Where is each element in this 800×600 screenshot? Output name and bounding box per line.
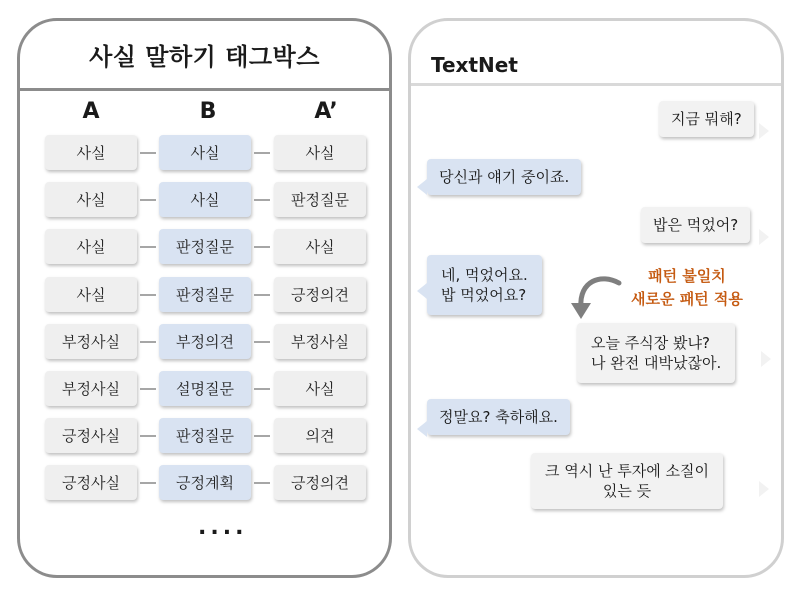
chat-message [641,207,750,243]
column-header-a: A [82,99,100,124]
app-name: TextNet [431,53,518,77]
message-line: 있는 듯 [602,482,652,500]
column-header-a-prime: A’ [314,99,338,124]
connector-line [140,294,156,296]
connector-line [254,388,270,390]
tagbox-title: 사실 말하기 태그박스 [89,43,320,71]
tagbox-panel [17,18,392,578]
tag-cell: 사실 [274,229,366,264]
bubble-tail [417,283,427,299]
bubble-tail [417,179,427,195]
message-line: 당신과 얘기 중이죠. [439,168,570,186]
bubble-tail [417,421,427,437]
connector-line [140,482,156,484]
connector-line [140,246,156,248]
tag-cell: 설명질문 [159,371,251,406]
tag-cell: 사실 [274,135,366,170]
tag-cell: 사실 [45,229,137,264]
connector-line [140,341,156,343]
column-header-b: B [199,99,217,124]
note-line: 패턴 불일치 [648,267,726,285]
tag-cell: 부정의견 [159,324,251,359]
connector-line [140,152,156,154]
connector-line [254,294,270,296]
message-line: 네, 먹었어요. [441,266,528,284]
tag-cell: 판정질문 [159,418,251,453]
tag-cell: 사실 [159,135,251,170]
more-indicator: .... [198,515,248,540]
tag-cell: 사실 [45,135,137,170]
tag-cell: 긍정의견 [274,277,366,312]
tag-cell: 긍정계획 [159,465,251,500]
connector-line [254,341,270,343]
tag-cell: 의견 [274,418,366,453]
message-line: 지금 뭐해? [671,110,742,128]
bubble-tail [759,481,769,497]
connector-line [254,246,270,248]
tag-cell: 부정사실 [45,371,137,406]
tagbox-header [20,21,389,91]
tag-cell: 긍정사실 [45,418,137,453]
pattern-note [631,265,743,311]
chat-message [427,399,570,435]
chat-message [531,453,723,509]
message-line: 정말요? 축하해요. [439,408,558,426]
tag-cell: 판정질문 [159,229,251,264]
connector-line [140,435,156,437]
message-line: 크 역시 난 투자에 소질이 [545,462,709,480]
curved-arrow-icon [561,271,631,331]
tag-cell: 사실 [159,182,251,217]
bubble-tail [759,123,769,139]
chat-message [427,255,542,315]
message-line: 밥은 먹었어? [653,216,739,234]
tag-cell: 부정사실 [274,324,366,359]
tag-cell: 판정질문 [274,182,366,217]
tag-cell: 긍정사실 [45,465,137,500]
tag-cell: 긍정의견 [274,465,366,500]
connector-line [254,152,270,154]
connector-line [254,435,270,437]
connector-line [140,199,156,201]
chat-message [427,159,581,195]
chat-panel [408,18,784,578]
chat-header [411,21,781,86]
tag-cell: 사실 [45,277,137,312]
tag-cell: 부정사실 [45,324,137,359]
bubble-tail [759,229,769,245]
bubble-tail [761,351,771,367]
message-line: 밥 먹었어요? [441,286,527,304]
tag-cell: 사실 [45,182,137,217]
connector-line [254,199,270,201]
message-line: 오늘 주식장 봤냐? [591,334,710,352]
message-line: 나 완전 대박났잖아. [591,354,722,372]
note-line: 새로운 패턴 적용 [631,290,743,308]
tag-cell: 판정질문 [159,277,251,312]
connector-line [140,388,156,390]
connector-line [254,482,270,484]
tag-cell: 사실 [274,371,366,406]
chat-message [577,323,735,383]
chat-message [659,101,754,137]
